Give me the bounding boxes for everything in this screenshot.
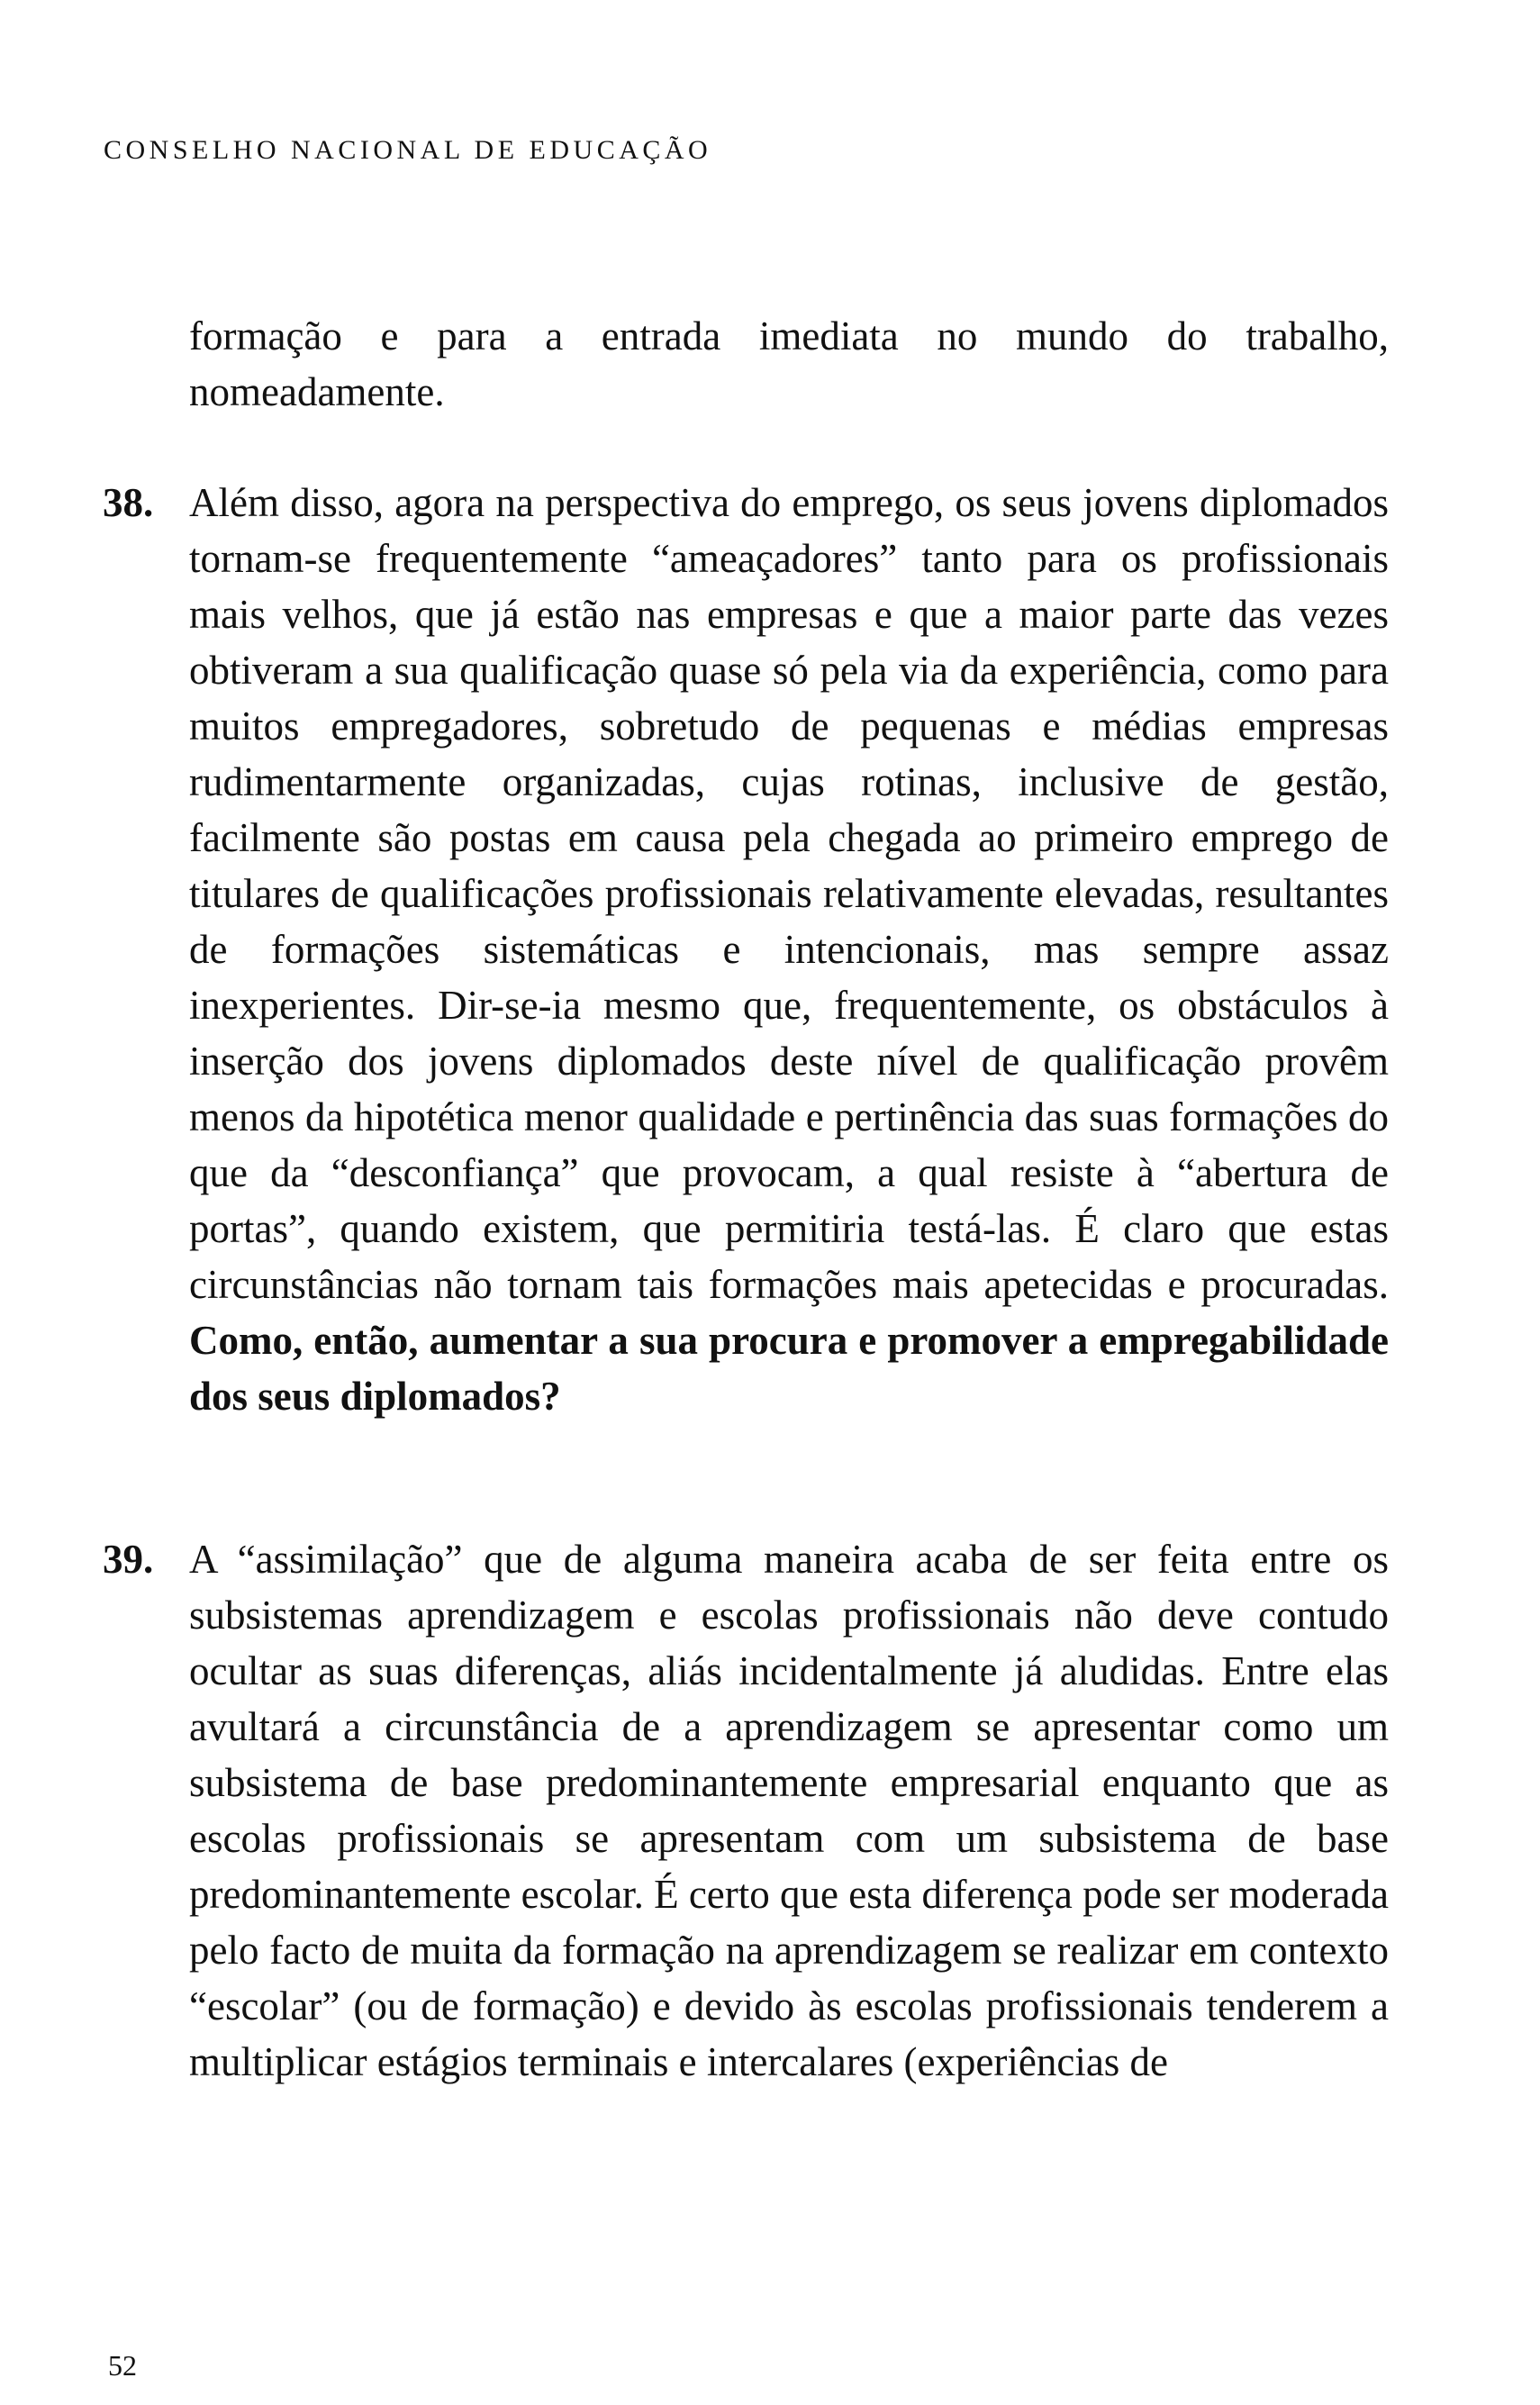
paragraph-text: formação e para a entrada imediata no mundo do trabalho, nomeadamente. (189, 313, 1389, 414)
paragraph-number: 39. (103, 1537, 154, 1582)
page-number: 52 (108, 2349, 137, 2382)
paragraph-number: 38. (103, 480, 154, 525)
emphasized-question: Como, então, aumentar a sua procura e promover a empregabilidade dos seus diplomados? (189, 1318, 1389, 1419)
paragraph-text: Além disso, agora na perspectiva do emprego, os seus jovens diplomados tornam-se frequentemente “ameaçadores” tanto para os profissionais mais velhos, que já estão nas empresas e que a maior parte das vezes obtiveram a sua qualificação quase só pela via da experiência, como para muitos empregadores, sobretudo de pequenas e médias empresas rudimentarmente organizadas, cujas rotinas, inclusive de gestão, facilmente são postas em causa pela chegada ao primeiro emprego de titulares de qualificações profissionais relativamente elevadas, resultantes de formações sistemáticas e intencionais, mas sempre assaz inexperientes. Dir-se-ia mesmo que, frequentemente, os obstáculos à inserção dos jovens diplomados deste nível de qualificação provêm menos da hipotética menor qualidade e pertinência das suas formações do que da “desconfiança” que provocam, a qual resiste à “abertura de portas”, quando existem, que permitiria testá-las. É claro que estas circunstâncias não tornam tais formações mais apetecidas e procuradas. (189, 480, 1389, 1307)
running-header: CONSELHO NACIONAL DE EDUCAÇÃO (104, 135, 712, 165)
paragraph-39 (103, 1531, 1389, 2090)
paragraph-continuation (189, 308, 1389, 420)
paragraph-text: A “assimilação” que de alguma maneira acaba de ser feita entre os subsistemas aprendizagem e escolas profissionais não deve contudo ocultar as suas diferenças, aliás incidentalmente já aludidas. Entre elas avultará a circunstância de a aprendizagem se apresentar como um subsistema de base predominantemente empresarial enquanto que as escolas profissionais se apresentam com um subsistema de base predominantemente escolar. É certo que esta diferença pode ser moderada pelo facto de muita da formação na aprendizagem se realizar em contexto “escolar” (ou de formação) e devido às escolas profissionais tenderem a multiplicar estágios terminais e intercalares (experiências de (189, 1537, 1389, 2084)
paragraph-38 (103, 475, 1389, 1424)
